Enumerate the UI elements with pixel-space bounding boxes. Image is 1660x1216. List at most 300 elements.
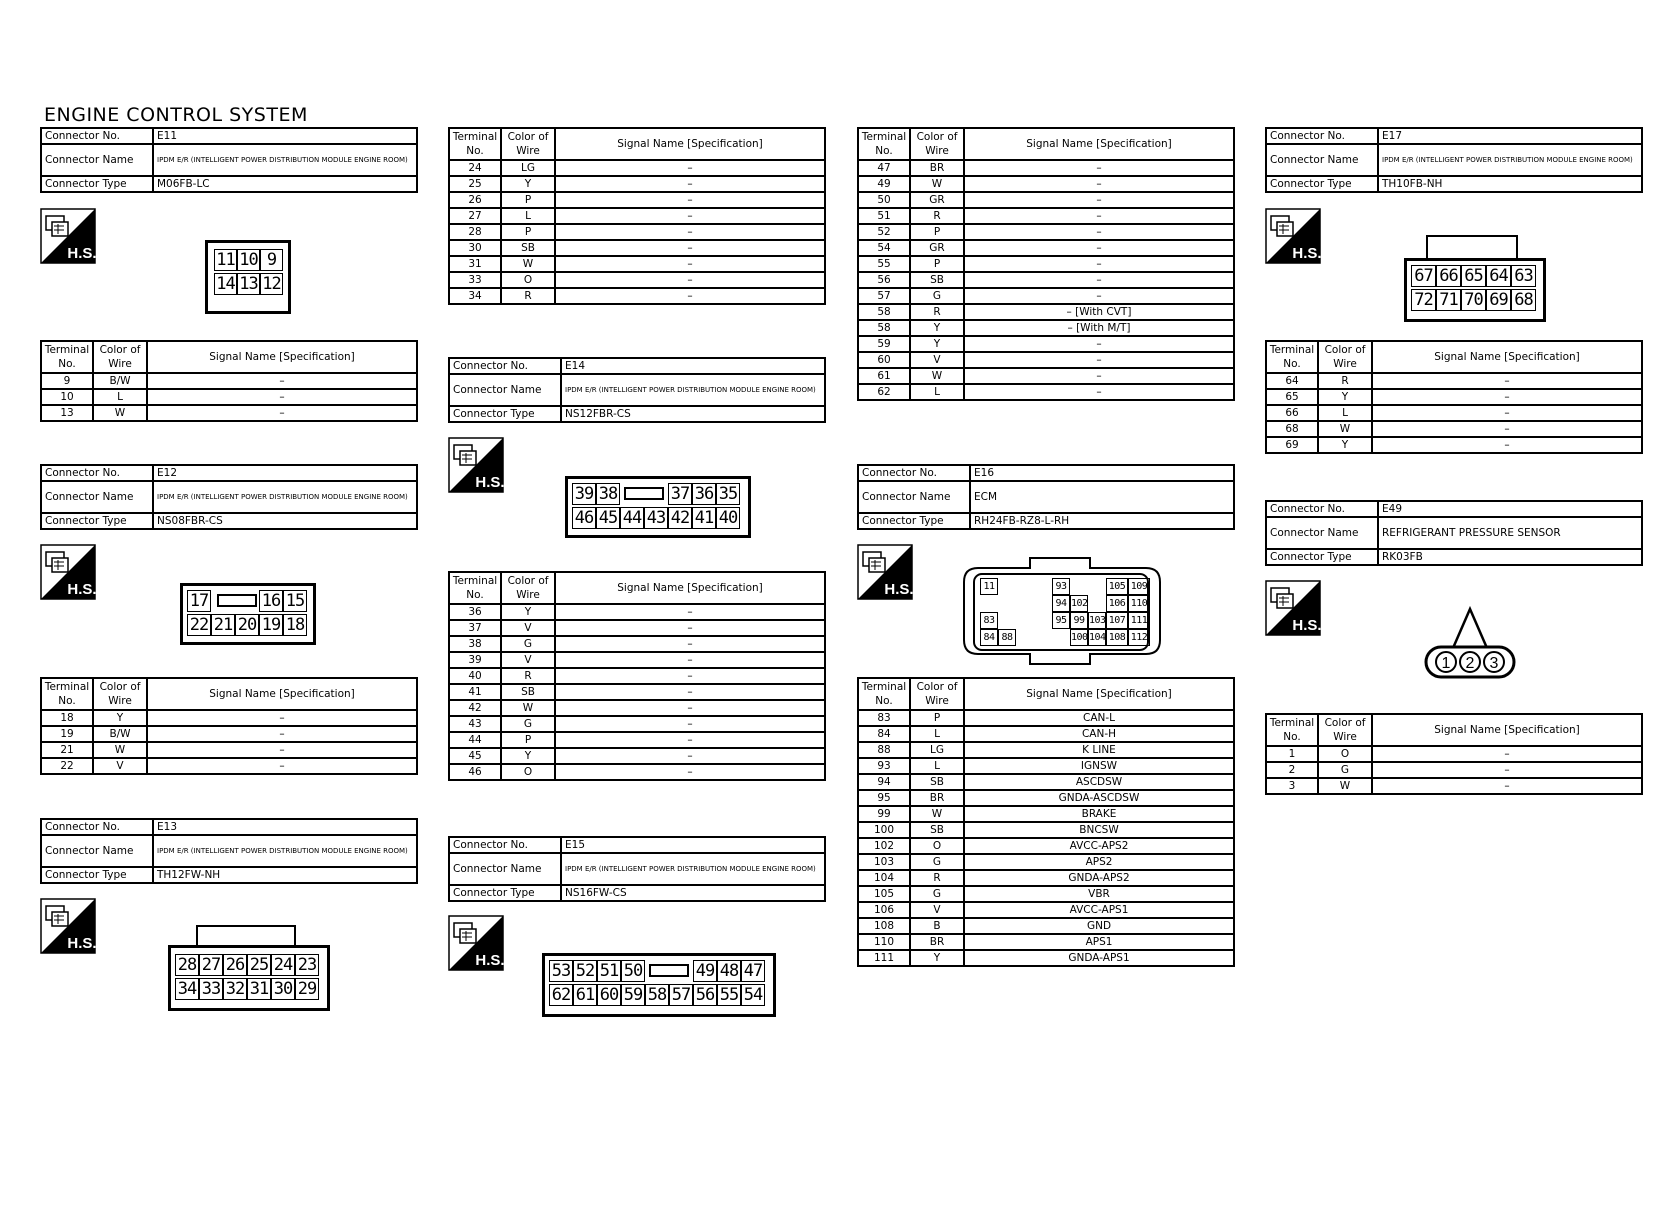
terminal-no-cell: 1 bbox=[1266, 746, 1318, 762]
connector-no-label: Connector No. bbox=[41, 128, 153, 144]
wire-color-cell: V bbox=[501, 620, 555, 636]
harness-side-icon bbox=[40, 898, 96, 954]
signal-name-cell: CAN-L bbox=[964, 710, 1234, 726]
terminal-no-cell: 41 bbox=[449, 684, 501, 700]
wire-color-cell: SB bbox=[910, 822, 964, 838]
connector-no-label: Connector No. bbox=[1266, 501, 1378, 517]
terminal-no-cell: 39 bbox=[449, 652, 501, 668]
wire-color-cell: V bbox=[501, 652, 555, 668]
pin: 43 bbox=[644, 507, 668, 529]
terminal-table-e14a bbox=[448, 127, 826, 305]
signal-name-cell: – bbox=[555, 732, 825, 748]
terminal-no-cell: 69 bbox=[1266, 437, 1318, 453]
signal-name-cell: GNDA-ASCDSW bbox=[964, 790, 1234, 806]
signal-name-cell: GNDA-APS2 bbox=[964, 870, 1234, 886]
wire-color-cell: V bbox=[910, 352, 964, 368]
table-row bbox=[858, 368, 1234, 384]
signal-name-cell: K LINE bbox=[964, 742, 1234, 758]
wire-color-cell: G bbox=[910, 288, 964, 304]
connector-name-value: IPDM E/R (INTELLIGENT POWER DISTRIBUTION MODULE ENGINE ROOM) bbox=[1378, 144, 1642, 176]
column-header: Color of Wire bbox=[1318, 714, 1372, 746]
connector-name-label: Connector Name bbox=[41, 481, 153, 513]
terminal-no-cell: 25 bbox=[449, 176, 501, 192]
wire-color-cell: R bbox=[910, 870, 964, 886]
signal-name-cell: – bbox=[555, 764, 825, 780]
pin: 51 bbox=[597, 960, 621, 982]
connector-type-label: Connector Type bbox=[41, 867, 153, 883]
column-header: Signal Name [Specification] bbox=[964, 128, 1234, 160]
table-header bbox=[41, 678, 417, 710]
terminal-table-e12 bbox=[40, 677, 418, 775]
signal-name-cell: APS2 bbox=[964, 854, 1234, 870]
svg-text:H.S.: H.S. bbox=[1292, 245, 1321, 262]
pin: 40 bbox=[716, 507, 740, 529]
pin: 36 bbox=[692, 483, 716, 505]
signal-name-cell: – bbox=[147, 758, 417, 774]
svg-text:H.S.: H.S. bbox=[1292, 617, 1321, 634]
signal-name-cell: – bbox=[1372, 437, 1642, 453]
table-row bbox=[858, 790, 1234, 806]
table-row bbox=[1266, 437, 1642, 453]
wire-color-cell: W bbox=[501, 700, 555, 716]
pin: 11 bbox=[214, 249, 237, 271]
table-row bbox=[858, 886, 1234, 902]
table-row bbox=[449, 748, 825, 764]
wire-color-cell: B/W bbox=[93, 726, 147, 742]
signal-name-cell: – bbox=[555, 620, 825, 636]
svg-text:H.S.: H.S. bbox=[475, 952, 504, 969]
signal-name-cell: – bbox=[147, 405, 417, 421]
pin: 19 bbox=[259, 614, 283, 636]
terminal-no-cell: 18 bbox=[41, 710, 93, 726]
terminal-no-cell: 60 bbox=[858, 352, 910, 368]
pin: 65 bbox=[1461, 265, 1486, 287]
signal-name-cell: – bbox=[555, 288, 825, 304]
signal-name-cell: – bbox=[1372, 746, 1642, 762]
pin: 44 bbox=[620, 507, 644, 529]
column-header: Signal Name [Specification] bbox=[555, 128, 825, 160]
pin: 39 bbox=[572, 483, 596, 505]
connector-name-label: Connector Name bbox=[449, 374, 561, 406]
terminal-no-cell: 111 bbox=[858, 950, 910, 966]
wire-color-cell: P bbox=[501, 732, 555, 748]
table-row bbox=[41, 726, 417, 742]
signal-name-cell: – bbox=[555, 176, 825, 192]
pin: 57 bbox=[669, 984, 693, 1006]
svg-text:H.S.: H.S. bbox=[67, 935, 96, 952]
connector-name-label: Connector Name bbox=[858, 481, 970, 513]
pin: 52 bbox=[573, 960, 597, 982]
pin: 22 bbox=[187, 614, 211, 636]
wire-color-cell: W bbox=[910, 368, 964, 384]
wire-color-cell: O bbox=[501, 764, 555, 780]
table-row bbox=[858, 240, 1234, 256]
table-header bbox=[858, 678, 1234, 710]
table-row bbox=[858, 384, 1234, 400]
wire-color-cell: Y bbox=[1318, 389, 1372, 405]
signal-name-cell: VBR bbox=[964, 886, 1234, 902]
terminal-no-cell: 52 bbox=[858, 224, 910, 240]
terminal-no-cell: 57 bbox=[858, 288, 910, 304]
terminal-no-cell: 45 bbox=[449, 748, 501, 764]
connector-face-e13 bbox=[168, 945, 330, 1011]
signal-name-cell: – bbox=[1372, 373, 1642, 389]
signal-name-cell: – bbox=[555, 716, 825, 732]
pin: 83 bbox=[980, 612, 998, 629]
signal-name-cell: – bbox=[147, 726, 417, 742]
wire-color-cell: R bbox=[910, 208, 964, 224]
signal-name-cell: GND bbox=[964, 918, 1234, 934]
table-row bbox=[858, 726, 1234, 742]
terminal-no-cell: 30 bbox=[449, 240, 501, 256]
pin: 99 bbox=[1070, 612, 1088, 629]
connector-no-value: E49 bbox=[1378, 501, 1642, 517]
pin: 17 bbox=[187, 590, 211, 612]
wire-color-cell: W bbox=[910, 806, 964, 822]
terminal-no-cell: 106 bbox=[858, 902, 910, 918]
connector-no-label: Connector No. bbox=[41, 465, 153, 481]
terminal-no-cell: 27 bbox=[449, 208, 501, 224]
signal-name-cell: APS1 bbox=[964, 934, 1234, 950]
svg-text:H.S.: H.S. bbox=[67, 245, 96, 262]
wire-color-cell: W bbox=[501, 256, 555, 272]
connector-latch bbox=[624, 487, 664, 500]
connector-info-e12 bbox=[40, 464, 418, 530]
table-header bbox=[449, 572, 825, 604]
wire-color-cell: SB bbox=[910, 774, 964, 790]
terminal-no-cell: 21 bbox=[41, 742, 93, 758]
pin: 47 bbox=[741, 960, 765, 982]
connector-name-label: Connector Name bbox=[449, 853, 561, 885]
table-row bbox=[1266, 762, 1642, 778]
table-row bbox=[858, 950, 1234, 966]
pin: 109 bbox=[1128, 578, 1150, 595]
wire-color-cell: Y bbox=[501, 748, 555, 764]
wire-color-cell: P bbox=[501, 192, 555, 208]
pin: 29 bbox=[295, 978, 319, 1000]
connector-no-label: Connector No. bbox=[41, 819, 153, 835]
connector-type-value: TH12FW-NH bbox=[153, 867, 417, 883]
table-row bbox=[858, 822, 1234, 838]
table-row bbox=[449, 192, 825, 208]
column-header: Signal Name [Specification] bbox=[1372, 341, 1642, 373]
terminal-no-cell: 13 bbox=[41, 405, 93, 421]
pin: 50 bbox=[621, 960, 645, 982]
pin: 45 bbox=[596, 507, 620, 529]
wire-color-cell: Y bbox=[910, 320, 964, 336]
table-row bbox=[449, 240, 825, 256]
signal-name-cell: – bbox=[964, 208, 1234, 224]
signal-name-cell: – bbox=[964, 160, 1234, 176]
terminal-no-cell: 93 bbox=[858, 758, 910, 774]
table-row bbox=[449, 272, 825, 288]
table-row bbox=[1266, 405, 1642, 421]
table-row bbox=[858, 758, 1234, 774]
connector-type-value: NS12FBR-CS bbox=[561, 406, 825, 422]
table-row bbox=[858, 806, 1234, 822]
signal-name-cell: GNDA-APS1 bbox=[964, 950, 1234, 966]
pin: 46 bbox=[572, 507, 596, 529]
signal-name-cell: – bbox=[964, 256, 1234, 272]
wire-color-cell: Y bbox=[1318, 437, 1372, 453]
pin-label: 3 bbox=[1489, 655, 1499, 672]
wire-color-cell: L bbox=[501, 208, 555, 224]
wire-color-cell: R bbox=[501, 668, 555, 684]
terminal-no-cell: 40 bbox=[449, 668, 501, 684]
connector-name-value: IPDM E/R (INTELLIGENT POWER DISTRIBUTION MODULE ENGINE ROOM) bbox=[153, 481, 417, 513]
pin: 49 bbox=[693, 960, 717, 982]
connector-type-value: TH10FB-NH bbox=[1378, 176, 1642, 192]
column-header: Terminal No. bbox=[449, 572, 501, 604]
table-row bbox=[858, 208, 1234, 224]
signal-name-cell: – bbox=[147, 742, 417, 758]
signal-name-cell: – bbox=[964, 272, 1234, 288]
terminal-no-cell: 103 bbox=[858, 854, 910, 870]
harness-side-icon bbox=[448, 915, 504, 971]
connector-latch bbox=[1426, 235, 1518, 260]
wire-color-cell: L bbox=[1318, 405, 1372, 421]
pin: 62 bbox=[549, 984, 573, 1006]
table-row bbox=[41, 389, 417, 405]
connector-no-value: E11 bbox=[153, 128, 417, 144]
connector-no-value: E16 bbox=[970, 465, 1234, 481]
table-row bbox=[41, 758, 417, 774]
connector-face-e16 bbox=[962, 556, 1164, 668]
table-row bbox=[449, 652, 825, 668]
table-row bbox=[449, 256, 825, 272]
table-header bbox=[1266, 341, 1642, 373]
pin: 111 bbox=[1128, 612, 1150, 629]
terminal-no-cell: 43 bbox=[449, 716, 501, 732]
connector-face-e15 bbox=[542, 953, 776, 1017]
column-header: Signal Name [Specification] bbox=[147, 678, 417, 710]
terminal-no-cell: 88 bbox=[858, 742, 910, 758]
signal-name-cell: – bbox=[555, 192, 825, 208]
signal-name-cell: – bbox=[964, 176, 1234, 192]
pin: 24 bbox=[271, 954, 295, 976]
signal-name-cell: – bbox=[964, 240, 1234, 256]
connector-type-label: Connector Type bbox=[1266, 176, 1378, 192]
table-row bbox=[858, 272, 1234, 288]
table-header bbox=[41, 341, 417, 373]
column-header: Terminal No. bbox=[858, 128, 910, 160]
pin: 93 bbox=[1052, 578, 1070, 595]
terminal-no-cell: 22 bbox=[41, 758, 93, 774]
pin: 64 bbox=[1486, 265, 1511, 287]
connector-info-e13 bbox=[40, 818, 418, 884]
harness-side-icon bbox=[1265, 208, 1321, 264]
table-header bbox=[1266, 714, 1642, 746]
table-header bbox=[449, 128, 825, 160]
signal-name-cell: AVCC-APS1 bbox=[964, 902, 1234, 918]
table-row bbox=[449, 668, 825, 684]
wire-color-cell: O bbox=[910, 838, 964, 854]
signal-name-cell: – [With CVT] bbox=[964, 304, 1234, 320]
pin: 32 bbox=[223, 978, 247, 1000]
harness-side-icon bbox=[857, 544, 913, 600]
pin: 42 bbox=[668, 507, 692, 529]
column-header: Terminal No. bbox=[858, 678, 910, 710]
wire-color-cell: L bbox=[910, 726, 964, 742]
pin: 53 bbox=[549, 960, 573, 982]
pin: 21 bbox=[211, 614, 235, 636]
wire-color-cell: L bbox=[910, 758, 964, 774]
terminal-no-cell: 28 bbox=[449, 224, 501, 240]
terminal-no-cell: 110 bbox=[858, 934, 910, 950]
column-header: Color of Wire bbox=[1318, 341, 1372, 373]
column-header: Signal Name [Specification] bbox=[1372, 714, 1642, 746]
table-header bbox=[858, 128, 1234, 160]
wire-color-cell: V bbox=[910, 902, 964, 918]
pin: 108 bbox=[1106, 629, 1128, 646]
signal-name-cell: AVCC-APS2 bbox=[964, 838, 1234, 854]
connector-no-value: E14 bbox=[561, 358, 825, 374]
pin: 67 bbox=[1411, 265, 1436, 287]
table-row bbox=[1266, 373, 1642, 389]
wire-color-cell: G bbox=[1318, 762, 1372, 778]
connector-face-e17 bbox=[1404, 258, 1546, 322]
wire-color-cell: G bbox=[501, 716, 555, 732]
signal-name-cell: – bbox=[964, 336, 1234, 352]
column-header: Terminal No. bbox=[1266, 341, 1318, 373]
pin: 23 bbox=[295, 954, 319, 976]
column-header: Color of Wire bbox=[501, 572, 555, 604]
terminal-no-cell: 83 bbox=[858, 710, 910, 726]
table-row bbox=[1266, 389, 1642, 405]
terminal-no-cell: 99 bbox=[858, 806, 910, 822]
wire-color-cell: L bbox=[910, 384, 964, 400]
signal-name-cell: – bbox=[147, 710, 417, 726]
table-row bbox=[449, 636, 825, 652]
terminal-no-cell: 58 bbox=[858, 320, 910, 336]
pin: 30 bbox=[271, 978, 295, 1000]
terminal-no-cell: 31 bbox=[449, 256, 501, 272]
wire-color-cell: Y bbox=[910, 336, 964, 352]
connector-name-label: Connector Name bbox=[1266, 144, 1378, 176]
terminal-no-cell: 36 bbox=[449, 604, 501, 620]
connector-latch bbox=[217, 594, 257, 607]
table-row bbox=[449, 620, 825, 636]
signal-name-cell: – bbox=[147, 373, 417, 389]
pin: 70 bbox=[1461, 289, 1486, 311]
column-header: Color of Wire bbox=[910, 128, 964, 160]
terminal-table-e15 bbox=[857, 127, 1235, 401]
connector-face-e11 bbox=[205, 240, 291, 314]
terminal-no-cell: 61 bbox=[858, 368, 910, 384]
table-row bbox=[449, 224, 825, 240]
wire-color-cell: W bbox=[1318, 421, 1372, 437]
connector-name-value: IPDM E/R (INTELLIGENT POWER DISTRIBUTION MODULE ENGINE ROOM) bbox=[153, 144, 417, 176]
column-header: Signal Name [Specification] bbox=[964, 678, 1234, 710]
signal-name-cell: – bbox=[555, 272, 825, 288]
connector-info-e11 bbox=[40, 127, 418, 193]
connector-face-e14 bbox=[565, 476, 751, 538]
pin: 18 bbox=[283, 614, 307, 636]
wire-color-cell: LG bbox=[501, 160, 555, 176]
terminal-no-cell: 104 bbox=[858, 870, 910, 886]
wire-color-cell: W bbox=[1318, 778, 1372, 794]
page-title: ENGINE CONTROL SYSTEM bbox=[44, 104, 308, 126]
connector-info-e16 bbox=[857, 464, 1235, 530]
pin: 63 bbox=[1511, 265, 1536, 287]
pin: 11 bbox=[980, 578, 998, 595]
terminal-no-cell: 19 bbox=[41, 726, 93, 742]
pin: 59 bbox=[621, 984, 645, 1006]
table-row bbox=[449, 700, 825, 716]
pin: 54 bbox=[741, 984, 765, 1006]
connector-type-label: Connector Type bbox=[41, 513, 153, 529]
connector-info-e15 bbox=[448, 836, 826, 902]
wire-color-cell: Y bbox=[501, 604, 555, 620]
pin: 34 bbox=[175, 978, 199, 1000]
pin: 68 bbox=[1511, 289, 1536, 311]
signal-name-cell: BRAKE bbox=[964, 806, 1234, 822]
pin: 102 bbox=[1070, 595, 1088, 612]
terminal-no-cell: 37 bbox=[449, 620, 501, 636]
pin: 48 bbox=[717, 960, 741, 982]
wire-color-cell: GR bbox=[910, 192, 964, 208]
signal-name-cell: – bbox=[1372, 389, 1642, 405]
signal-name-cell: ASCDSW bbox=[964, 774, 1234, 790]
connector-info-e49 bbox=[1265, 500, 1643, 566]
connector-name-value: IPDM E/R (INTELLIGENT POWER DISTRIBUTION MODULE ENGINE ROOM) bbox=[561, 374, 825, 406]
terminal-no-cell: 58 bbox=[858, 304, 910, 320]
wire-color-cell: B bbox=[910, 918, 964, 934]
column-header: Terminal No. bbox=[449, 128, 501, 160]
wire-color-cell: R bbox=[1318, 373, 1372, 389]
signal-name-cell: – bbox=[964, 384, 1234, 400]
connector-type-label: Connector Type bbox=[858, 513, 970, 529]
pin: 100 bbox=[1070, 629, 1088, 646]
wire-color-cell: O bbox=[501, 272, 555, 288]
wire-color-cell: Y bbox=[93, 710, 147, 726]
pin: 60 bbox=[597, 984, 621, 1006]
connector-info-e14 bbox=[448, 357, 826, 423]
pin: 26 bbox=[223, 954, 247, 976]
harness-side-icon bbox=[448, 437, 504, 493]
table-row bbox=[858, 742, 1234, 758]
pin: 15 bbox=[283, 590, 307, 612]
wire-color-cell: BR bbox=[910, 790, 964, 806]
terminal-no-cell: 26 bbox=[449, 192, 501, 208]
table-row bbox=[858, 870, 1234, 886]
connector-no-value: E13 bbox=[153, 819, 417, 835]
terminal-no-cell: 65 bbox=[1266, 389, 1318, 405]
connector-face-e49 bbox=[1420, 605, 1520, 681]
pin: 27 bbox=[199, 954, 223, 976]
wire-color-cell: P bbox=[910, 224, 964, 240]
column-header: Signal Name [Specification] bbox=[147, 341, 417, 373]
wire-color-cell: O bbox=[1318, 746, 1372, 762]
pin: 20 bbox=[235, 614, 259, 636]
connector-no-label: Connector No. bbox=[449, 837, 561, 853]
wire-color-cell: R bbox=[501, 288, 555, 304]
connector-name-value: IPDM E/R (INTELLIGENT POWER DISTRIBUTION MODULE ENGINE ROOM) bbox=[153, 835, 417, 867]
table-row bbox=[858, 320, 1234, 336]
pin: 84 bbox=[980, 629, 998, 646]
pin: 69 bbox=[1486, 289, 1511, 311]
signal-name-cell: – bbox=[555, 636, 825, 652]
pin: 41 bbox=[692, 507, 716, 529]
table-row bbox=[858, 192, 1234, 208]
table-row bbox=[449, 288, 825, 304]
connector-latch bbox=[649, 964, 689, 977]
pin: 16 bbox=[259, 590, 283, 612]
signal-name-cell: – bbox=[555, 700, 825, 716]
column-header: Color of Wire bbox=[93, 678, 147, 710]
signal-name-cell: – bbox=[555, 684, 825, 700]
pin: 66 bbox=[1436, 265, 1461, 287]
